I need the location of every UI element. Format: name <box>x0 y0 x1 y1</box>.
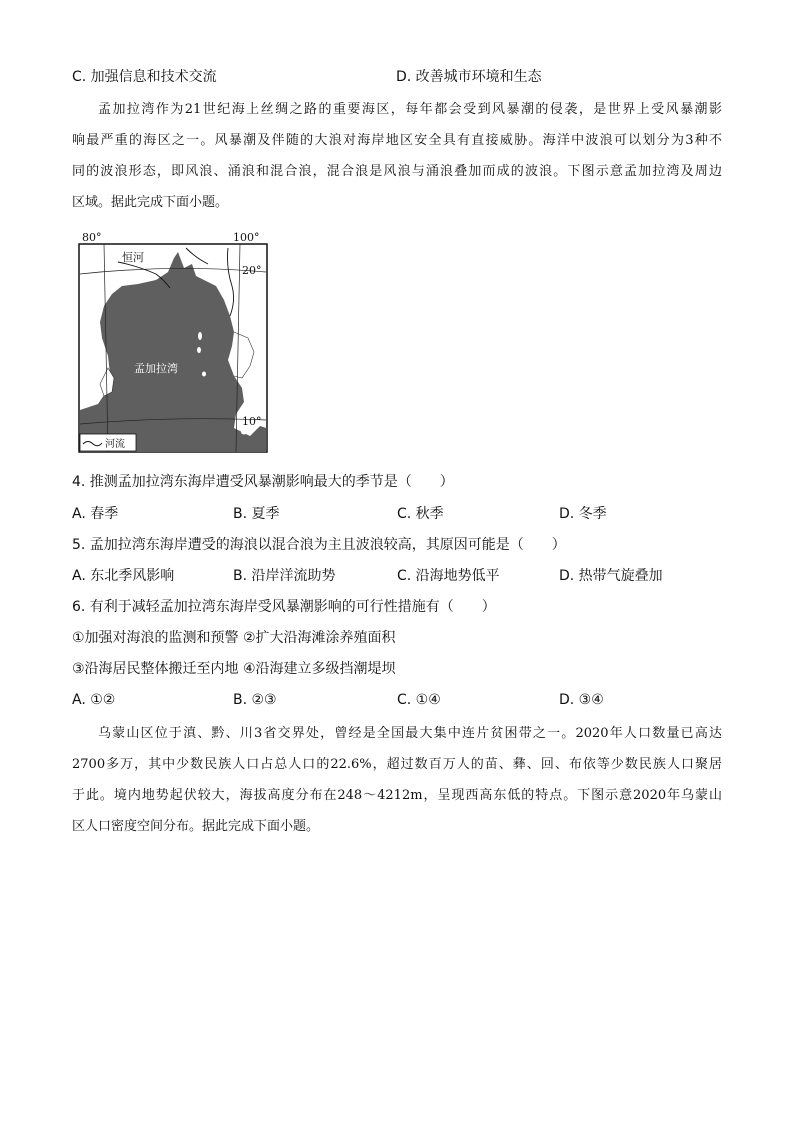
q5-option-d[interactable]: D. 热带气旋叠加 <box>559 568 663 584</box>
q3-option-d: D. 改善城市环境和生态 <box>396 69 542 85</box>
lat-label-10: 10° <box>242 415 262 428</box>
passage-line: 区人口密度空间分布。据此完成下面小题。 <box>72 819 320 834</box>
q6-statements-line-2: ③沿海居民整体搬迁至内地 ④沿海建立多级挡潮堤坝 <box>72 661 396 677</box>
lat-label-20: 20° <box>242 264 262 277</box>
passage-line: 乌蒙山区位于滇、黔、川3省交界处，曾经是全国最大集中连片贫困带之一。2020年人口数量已高达 <box>98 726 722 741</box>
island <box>202 372 206 377</box>
passage-line: 孟加拉湾作为21世纪海上丝绸之路的重要海区，每年都会受到风暴潮的侵袭，是世界上受风暴潮影 <box>98 102 722 117</box>
legend-river-label: 河流 <box>105 439 125 450</box>
q4-option-b[interactable]: B. 夏季 <box>233 506 280 522</box>
q6-option-d[interactable]: D. ③④ <box>559 692 604 708</box>
q6-statements-line-1: ①加强对海浪的监测和预警 ②扩大沿海滩涂养殖面积 <box>72 630 396 646</box>
bay-of-bengal-map <box>78 228 270 454</box>
q6-option-a[interactable]: A. ①② <box>72 692 116 708</box>
q4-option-c[interactable]: C. 秋季 <box>397 506 444 522</box>
bay-label: 孟加拉湾 <box>134 362 178 375</box>
passage-line: 同的波浪形态，即风浪、涌浪和混合浪，混合浪是风浪与涌浪叠加而成的波浪。下图示意孟加拉湾及周边 <box>72 164 722 179</box>
passage-line: 区域。据此完成下面小题。 <box>72 195 229 210</box>
q4-option-a[interactable]: A. 春季 <box>72 506 119 522</box>
passage-wumeng-mountains <box>72 718 722 842</box>
lon-label-80: 80° <box>82 231 102 244</box>
passage-line: 于此。境内地势起伏较大，海拔高度分布在248～4212m，呈现西高东低的特点。下图示意2020年乌蒙山 <box>72 788 722 803</box>
q5-option-b[interactable]: B. 沿岸洋流助势 <box>233 568 336 584</box>
q3-option-c: C. 加强信息和技术交流 <box>72 69 217 85</box>
lon-label-100: 100° <box>233 231 260 244</box>
q6-option-c[interactable]: C. ①④ <box>397 692 441 708</box>
q6-option-b[interactable]: B. ②③ <box>233 692 277 708</box>
q5-option-c[interactable]: C. 沿海地势低平 <box>397 568 500 584</box>
question-4-stem: 4. 推测孟加拉湾东海岸遭受风暴潮影响最大的季节是（ ） <box>72 474 454 490</box>
island <box>197 347 201 353</box>
q4-option-d[interactable]: D. 冬季 <box>559 506 607 522</box>
passage-bay-of-bengal <box>72 94 722 218</box>
ganges-label: 恒河 <box>122 251 144 264</box>
island <box>198 332 202 340</box>
island <box>241 430 247 435</box>
passage-line: 2700多万，其中少数民族人口占总人口的22.6%，超过数百万人的苗、彝、回、布依等少数民族人口聚居 <box>72 757 722 772</box>
passage-line: 响最严重的海区之一。风暴潮及伴随的大浪对海岸地区安全具有直接威胁。海洋中波浪可以划分为3种不 <box>72 133 722 148</box>
q5-option-a[interactable]: A. 东北季风影响 <box>72 568 175 584</box>
question-6-stem: 6. 有利于减轻孟加拉湾东海岸受风暴潮影响的可行性措施有（ ） <box>72 599 496 615</box>
question-5-stem: 5. 孟加拉湾东海岸遭受的海浪以混合浪为主且波浪较高，其原因可能是（ ） <box>72 537 566 553</box>
